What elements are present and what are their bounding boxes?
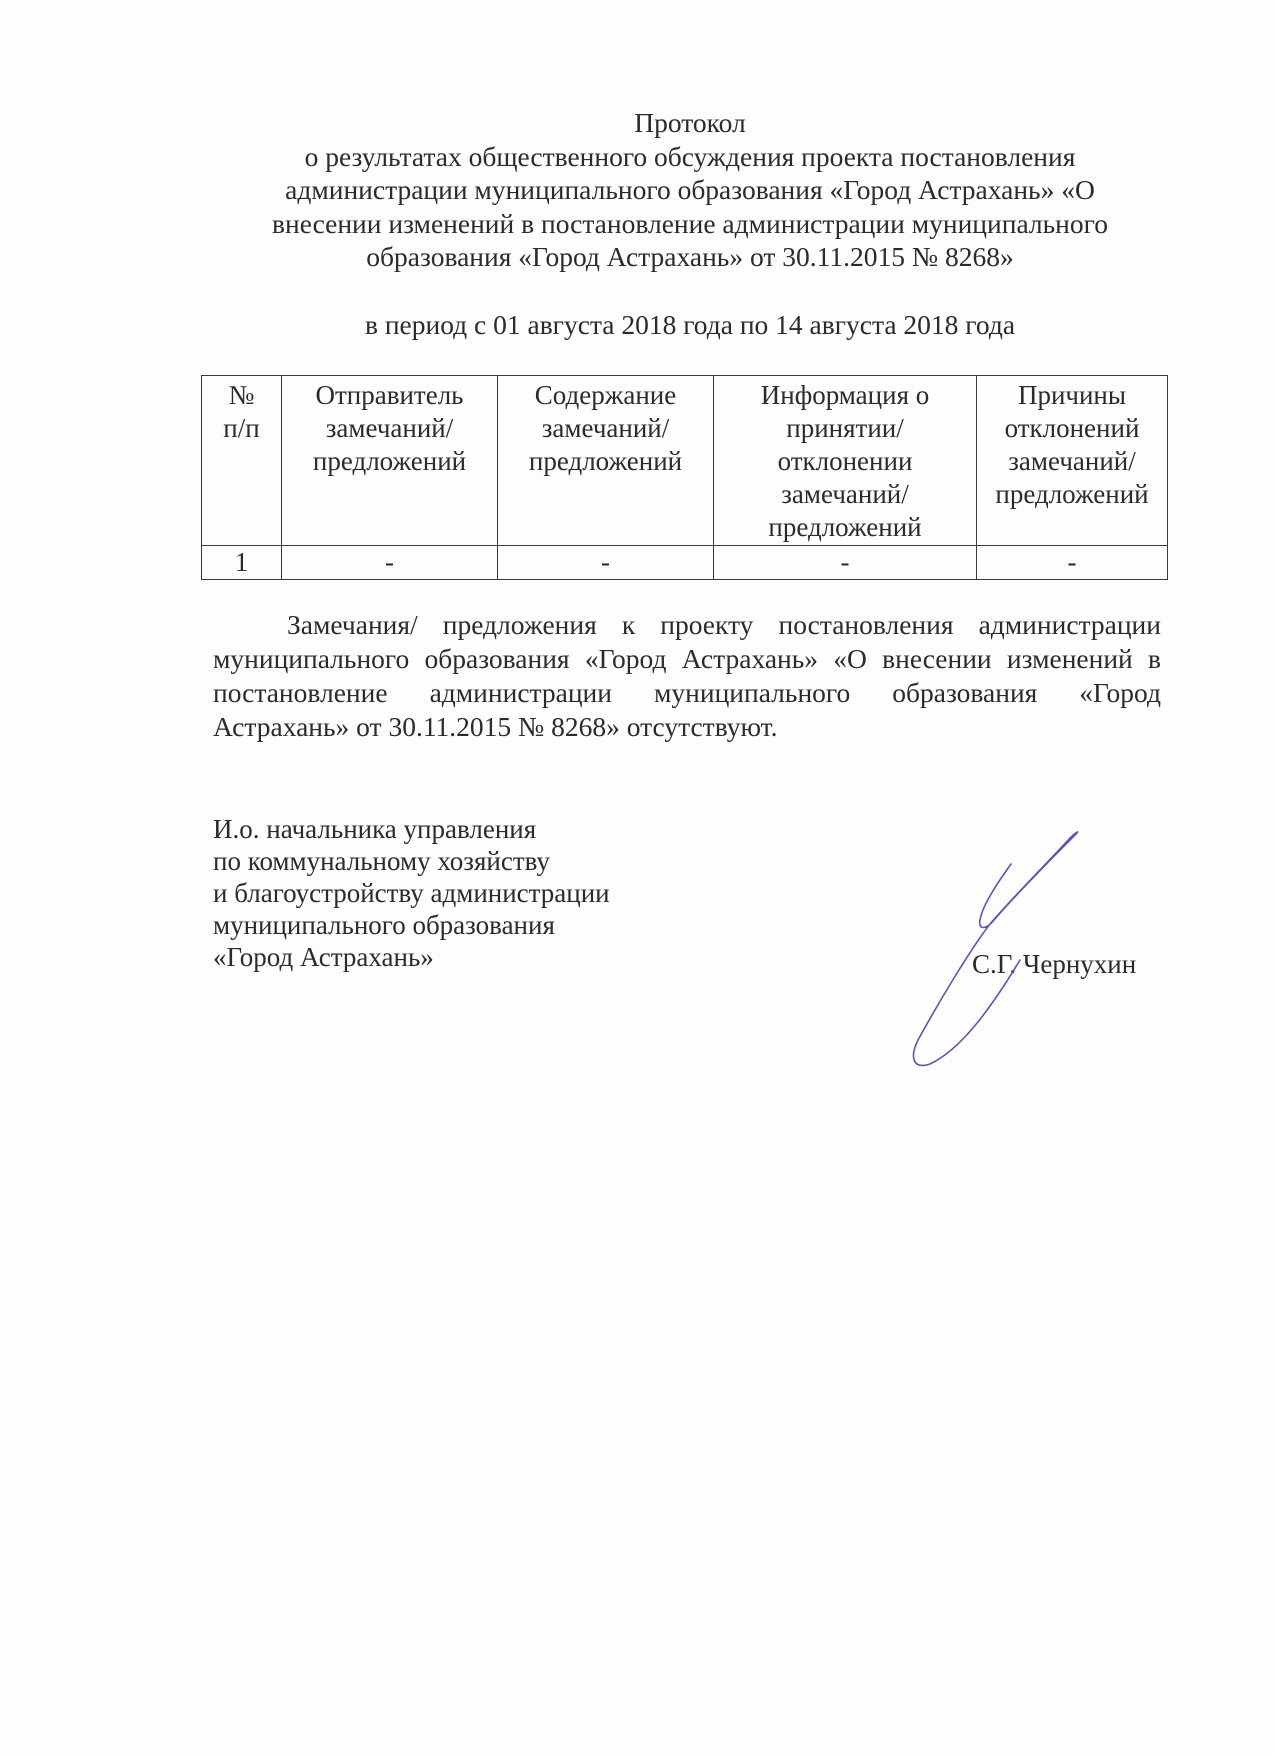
- cell-content: -: [498, 546, 714, 580]
- header-line: принятии/: [786, 413, 904, 443]
- position-line: и благоустройству администрации: [213, 878, 610, 908]
- header-line: Содержание: [534, 380, 677, 410]
- header-line: отклонений: [1004, 413, 1140, 443]
- header-line: отклонении: [777, 446, 913, 476]
- header-acceptance-info: [714, 376, 977, 546]
- cell-sender: -: [282, 546, 498, 580]
- cell-number: 1: [202, 546, 282, 580]
- header-rejection-reasons: [977, 376, 1168, 546]
- header-line: предложений: [768, 512, 922, 542]
- subtitle-line: о результатах общественного обсуждения проекта постановления: [304, 140, 1076, 172]
- header-content: [498, 376, 714, 546]
- subtitle-line: внесении изменений в постановление администрации муниципального: [272, 207, 1108, 239]
- cell-acceptance-info: -: [714, 546, 977, 580]
- header-sender: [282, 376, 498, 546]
- subtitle-line: образования «Город Астрахань» от 30.11.2015 № 8268»: [366, 241, 1014, 272]
- header-line: замечаний/: [541, 413, 670, 443]
- header-line: замечаний/: [1008, 446, 1136, 476]
- header-line: Отправитель: [315, 380, 464, 410]
- document-title-block: [210, 106, 1170, 274]
- header-line: замечаний/: [325, 413, 454, 443]
- table-header-row: [202, 376, 1168, 546]
- header-line: предложений: [995, 479, 1149, 509]
- header-line: п/п: [223, 413, 260, 443]
- cell-rejection-reasons: -: [977, 546, 1168, 580]
- header-line: предложений: [528, 446, 683, 476]
- subtitle-line: администрации муниципального образования «Город Астрахань» «О: [285, 174, 1095, 205]
- signatory-position: [213, 813, 733, 973]
- header-line: Причины: [1017, 380, 1127, 410]
- header-line: №: [228, 380, 255, 410]
- discussion-period: в период с 01 августа 2018 года по 14 августа 2018 года: [364, 309, 1016, 340]
- conclusion-paragraph: Замечания/ предложения к проекту постановления администрации муниципального образования «Город Астрахань» «О внесении изменений в постановление администрации муниципального образования «Город Астрахань» от 30.11.2015 № 8268» отсутствуют.: [213, 609, 1161, 742]
- header-line: предложений: [312, 446, 467, 476]
- position-line: И.о. начальника управления: [213, 814, 537, 844]
- header-line: Информация о: [760, 380, 930, 410]
- header-line: замечаний/: [781, 479, 909, 509]
- signatory-name: С.Г. Чернухин: [972, 949, 1137, 979]
- remarks-table: [201, 375, 1168, 580]
- position-line: муниципального образования: [213, 910, 555, 940]
- header-number: [202, 376, 282, 546]
- table-row: [202, 546, 1168, 580]
- document-title: Протокол: [634, 107, 746, 138]
- position-line: по коммунальному хозяйству: [213, 846, 550, 876]
- position-line: «Город Астрахань»: [213, 942, 434, 972]
